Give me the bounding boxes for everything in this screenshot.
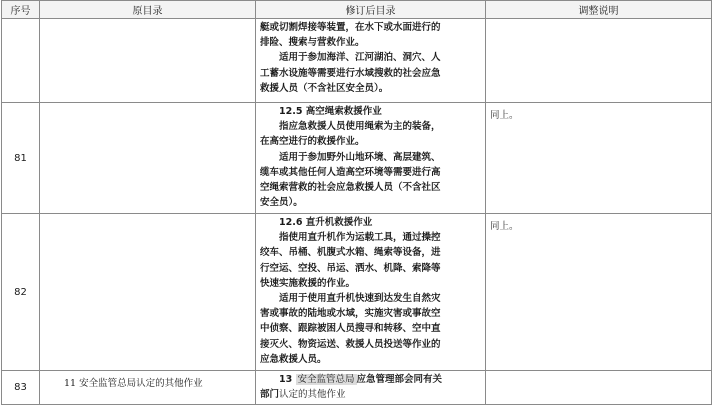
table-row bbox=[2, 19, 712, 103]
revised-line: 缆车或其他任何人造高空环境等需要进行高 bbox=[260, 166, 441, 178]
deleted-text-highlight: 安全监管总局 bbox=[297, 374, 355, 385]
revised-line: 行空运、空投、吊运、洒水、机降、索降等 bbox=[260, 262, 441, 274]
revised-rest: 应急管理部会同有关 bbox=[356, 374, 443, 385]
revised-line: 指应急救援人员使用绳索为主的装备， bbox=[279, 121, 441, 133]
row-note: 同上。 bbox=[486, 214, 712, 371]
revised-line: 指使用直升机作为运载工具，通过操控 bbox=[279, 232, 441, 244]
revised-line: 快速实施救援的作业。 bbox=[260, 277, 356, 289]
table-row bbox=[2, 371, 712, 405]
row-note bbox=[486, 371, 712, 405]
revised-line: 救援人员（不含社区安全员）。 bbox=[260, 82, 389, 94]
row-original bbox=[40, 19, 256, 103]
revised-line: 空绳索营救的社会应急救援人员（不含社区 bbox=[260, 182, 441, 194]
row-original: 11 安全监管总局认定的其他作业 bbox=[40, 371, 256, 405]
revised-section-title bbox=[260, 372, 479, 387]
row-revised bbox=[256, 214, 486, 371]
row-note: 同上。 bbox=[486, 103, 712, 214]
row-note bbox=[486, 19, 712, 103]
header-revised: 修订后目录 bbox=[256, 1, 486, 19]
revised-line: 害或事故的陆地或水域，实施灾害或事故空 bbox=[260, 308, 441, 320]
revised-line: 适用于参加海洋、江河湖泊、洞穴、人 bbox=[279, 52, 441, 64]
revised-line: 在高空进行的救援作业。 bbox=[260, 136, 365, 148]
row-revised bbox=[256, 103, 486, 214]
row-seq: 81 bbox=[2, 103, 40, 214]
catalog-revision-table bbox=[1, 0, 712, 405]
revised-line2-plain: 认定的其他作业 bbox=[279, 389, 346, 401]
revised-section-title: 12.6 直升机救援作业 bbox=[279, 217, 373, 228]
header-seq: 序号 bbox=[2, 1, 40, 19]
header-original: 原目录 bbox=[40, 1, 256, 19]
revised-section-title: 12.5 高空绳索救援作业 bbox=[279, 106, 382, 117]
row-original bbox=[40, 103, 256, 214]
header-note: 调整说明 bbox=[486, 1, 712, 19]
revised-line: 接灭火、物资运送、救援人员投送等作业的 bbox=[260, 338, 441, 350]
row-seq: 83 bbox=[2, 371, 40, 405]
table-header-row bbox=[2, 1, 712, 19]
revised-line: 排险、搜索与营救作业。 bbox=[260, 37, 365, 49]
revised-line: 安全员）。 bbox=[260, 197, 303, 209]
revised-line: 中侦察、跟踪被困人员搜寻和转移、空中直 bbox=[260, 323, 441, 335]
table-row bbox=[2, 103, 712, 214]
row-seq bbox=[2, 19, 40, 103]
revised-prefix: 13 bbox=[279, 374, 296, 385]
revised-line: 适用于使用直升机快速到达发生自然灾 bbox=[279, 293, 441, 305]
row-revised bbox=[256, 19, 486, 103]
row-revised bbox=[256, 371, 486, 405]
revised-line2-bold: 部门 bbox=[260, 389, 280, 401]
revised-line: 应急救援人员。 bbox=[260, 353, 327, 365]
row-original bbox=[40, 214, 256, 371]
row-seq: 82 bbox=[2, 214, 40, 371]
revised-line bbox=[260, 387, 479, 402]
revised-line: 适用于参加野外山地环境、高层建筑、 bbox=[279, 151, 441, 163]
table-row bbox=[2, 214, 712, 371]
revised-line: 艇或切割焊接等装置，在水下或水面进行的 bbox=[260, 22, 441, 33]
revised-line: 工蓄水设施等需要进行水域搜救的社会应急 bbox=[260, 67, 441, 79]
revised-line: 绞车、吊桶、机腹式水箱、绳索等设备，进 bbox=[260, 247, 441, 259]
